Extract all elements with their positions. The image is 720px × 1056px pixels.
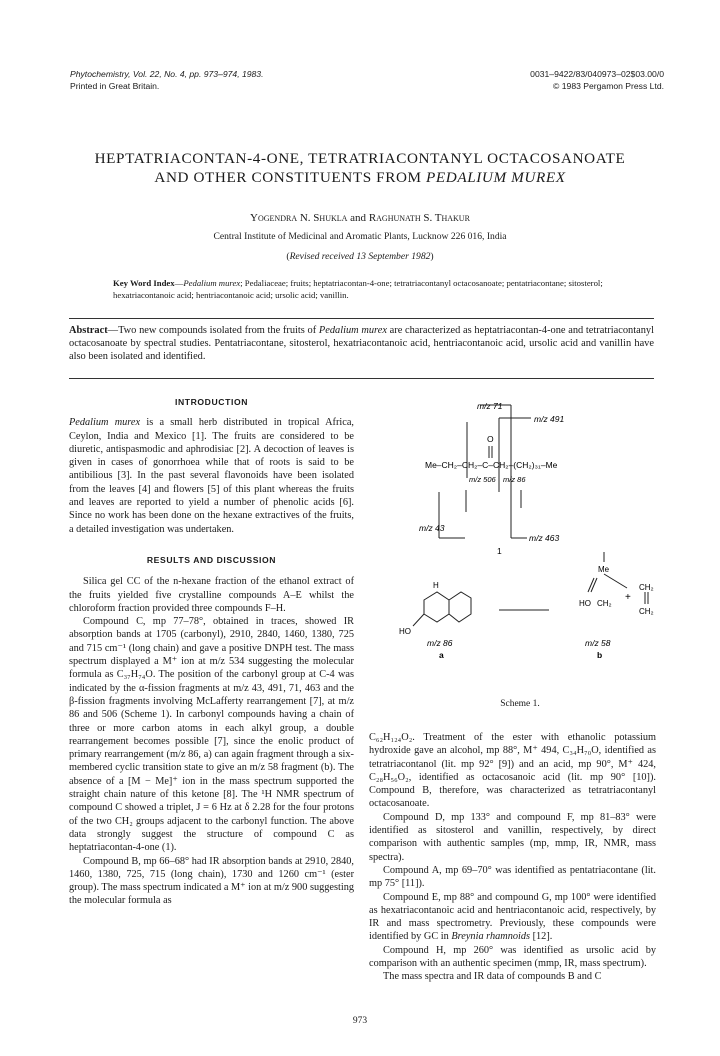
results-paragraph-4: Compound D, mp 133° and compound F, mp 81–83° were identified as sitosterol and vanillin, respectively, by direct comparison with authentic samples (mp, mmp, IR, NMR, mass spectra). [369,811,656,863]
revision-date: 13 September 1982 [353,251,431,262]
abstract-bottom-rule [69,378,654,379]
abstract [69,324,654,364]
results-paragraph-5: Compound A, mp 69–70° was identified as pentatriacontane (lit. mp 75° [11]). [369,864,656,890]
results-paragraph-2: Compound C, mp 77–78°, obtained in traces, showed IR absorption bands at 1705 (carbonyl), 2910, 2840, 1460, 1380, 725 and 715 cm⁻¹ (long chain) and gave a positive DNPH test. The mass spectrum displayed a M⁺ ion at m/z 534 suggesting the molecular formula as C₃₇H₇₄O. The position of the carbonyl group at C-4 was indicated by the α-fission fragments at m/z 43, 491, 71, 463 and the β-fission fragments involving McLafferty rearrangement [7], at m/z 86 and 506 (Scheme 1). In carbonyl compounds having a chain of three or more carbon atoms in each alkyl group, a double rearrangement becomes possible [7], since the enolic product of primary rearrangement (m/z 86, a) can again fragment through a six-membered cyclic transition state to give an m/z 58 fragment (b). The absence of a [M − Me]⁺ ion in the mass spectrum supported the straight chain nature of this ketone [8]. The ¹H NMR spectrum of compound C showed a triplet, J = 6 Hz at δ 2.28 for the four protons of the two CH₂ groups adjacent to the carbonyl function. The above data strongly suggest the structure of compound C as heptatriacontan-4-one (1). [69,616,354,854]
affiliation: Central Institute of Medicinal and Aromatic Plants, Lucknow 226 016, India [213,231,507,242]
mz71-label: m/z 71 [477,401,503,411]
mz506-label: m/z 506 [469,475,496,484]
p6-text-a: Compound E, mp 88° and compound G, mp 100° were identified as hexatriacontanoic acid and hentriacontanoic acid, respectively, by IR and mass spectrometry. Previously, these compounds were identified by GC in [369,891,656,943]
results-paragraph-3-continued: C₆₂H₁₂₄O₂. Treatment of the ester with ethanolic potassium hydroxide gave an alcohol, mp 88°, M⁺ 494, C₃₄H₇₀O, identified as tetratriacontanol (lit. mp 92° [9]) and an acid, mp 90°, M⁺ 424, C₂₈H₅₆O₂, identified as octacosanoic acid (lit. mp 90° [10]). Compound B, therefore, was characterized as tetratriacontanyl octacosanoate. [369,732,656,810]
issn-code: 0031–9422/83/040973–02$03.00/0 [530,69,664,79]
keyword-label: Key Word Index [113,278,175,288]
author-list [60,212,660,224]
ch2-mid-label: CH₂ [597,599,612,608]
revision-open-paren: ( [286,251,290,262]
title-line-2-text: AND OTHER CONSTITUENTS FROM [154,169,427,186]
mz491-label: m/z 491 [534,414,565,424]
p6-plant: Breynia rhamnoids [451,931,531,943]
carbonyl-oxygen: O [487,434,494,444]
scheme-1-diagram [369,392,659,692]
author-conjunction: and [347,212,369,224]
fragment-a-label: a [439,650,444,660]
fragment-b-mz: m/z 58 [585,638,611,648]
right-column [369,731,656,984]
keyword-index [113,277,613,302]
mz463-label: m/z 463 [529,533,560,543]
intro-text: is a small herb distributed in tropical Africa, Ceylon, India and Mexico [1]. The fruits are considered to be diuretic, antispasmodic and aphrodisiac [2]. A decoction of leaves is given in cases of gonorrhoea while that of roots is said to be antibilious [3]. In the past several flavonoids have been isolated from the leaves [4] and flowers [5] of this plant whereas the fruits and leaves are reported to yield a number of phenolic acids [6]. Since no work has been done on the hexane extractives of the fruits, a detailed investigation was undertaken. [69,417,354,535]
p6-text-b: [12]. [530,931,553,943]
plus-sign: + [625,592,631,603]
fragment-a-hydroxyl: HO [399,627,411,636]
results-heading: RESULTS AND DISCUSSION [146,554,277,565]
results-paragraph-6 [369,891,656,944]
keyword-plant: Pedalium murex [183,278,241,288]
results-paragraph-7: Compound H, mp 260° was identified as ursolic acid by comparison with an authentic specimen (mmp, IR, mass spectrum). [369,944,656,970]
ch2-bottom-label: CH₂ [639,607,654,616]
hydrogen-label: H [433,581,439,590]
revision-close-paren: ) [430,251,434,262]
title-line-2 [60,168,660,187]
results-paragraph-1: Silica gel CC of the n-hexane fraction of the ethanol extract of the fruits yielded five crystalline compounds A–E whilst the chloroform fraction provided three compounds F–H. [69,576,354,614]
fragment-a-mz: m/z 86 [427,638,453,648]
journal-header-right [530,68,664,92]
abstract-text-1: —Two new compounds isolated from the fruits of [107,325,319,336]
abstract-label: Abstract [69,325,108,336]
fragment-b-label: b [597,650,603,660]
journal-header-left [70,68,263,92]
ketone-chain: Me–CH₂–CH₂–C–CH₂–(CH₂)₃₁–Me [425,460,558,470]
fragment-b-hydroxyl: HO [579,599,591,608]
revision-note [60,251,660,262]
intro-plant: Pedalium murex [69,417,141,429]
abstract-text-2: are characterized as heptatriacontan-4-one and tetratriacontanyl octacosanoate by spectral studies. Pentatriacontane, sitosterol, hexatriacontanoic acid, hentriacontanoic acid, ursolic acid and vanillin have also been isolated and identified. [69,325,654,363]
mz86-top-label: m/z 86 [503,475,526,484]
page-number: 973 [352,1016,368,1026]
left-column [69,396,354,908]
scheme-caption: Scheme 1. [500,699,540,709]
abstract-plant: Pedalium murex [318,325,387,336]
title-line-1: HEPTATRIACONTAN-4-ONE, TETRATRIACONTANYL OCTACOSANOATE [94,150,626,167]
ch2-top-label: CH₂ [639,583,654,592]
printed-location: Printed in Great Britain. [70,81,160,91]
keyword-list: ; Pedaliaceae; fruits; heptatriacontan-4-one; tetratriacontanyl octacosanoate; pentatriacontane; sitosterol; hexatriacontanoic acid; hentriacontanoic acid; ursolic acid; vanillin. [113,278,603,301]
revision-label: Revised received [289,251,354,262]
author-1: Yogendra N. Shukla [250,212,348,224]
journal-citation: Phytochemistry, Vol. 22, No. 4, pp. 973–974, 1983. [70,69,264,79]
abstract-top-rule [69,318,654,319]
title-plant-name: PEDALIUM MUREX [426,169,566,186]
compound-1-number: 1 [497,546,502,556]
mz43-label: m/z 43 [419,523,445,533]
methyl-label: Me [598,565,610,574]
article-title [60,149,660,187]
author-2: Raghunath S. Thakur [368,212,470,224]
results-paragraph-8: The mass spectra and IR data of compounds B and C [383,971,602,983]
introduction-paragraph [69,416,354,536]
results-paragraph-3: Compound B, mp 66–68° had IR absorption bands at 2910, 2840, 1460, 1380, 725, 715 (long chain), 1730 and 1260 cm⁻¹ (ester group). The mass spectrum indicated a M⁺ ion at m/z 900 suggesting the molecular formula as [69,855,354,907]
keyword-dash: — [174,278,184,288]
copyright-line: © 1983 Pergamon Press Ltd. [553,81,664,91]
introduction-heading: INTRODUCTION [174,397,249,407]
